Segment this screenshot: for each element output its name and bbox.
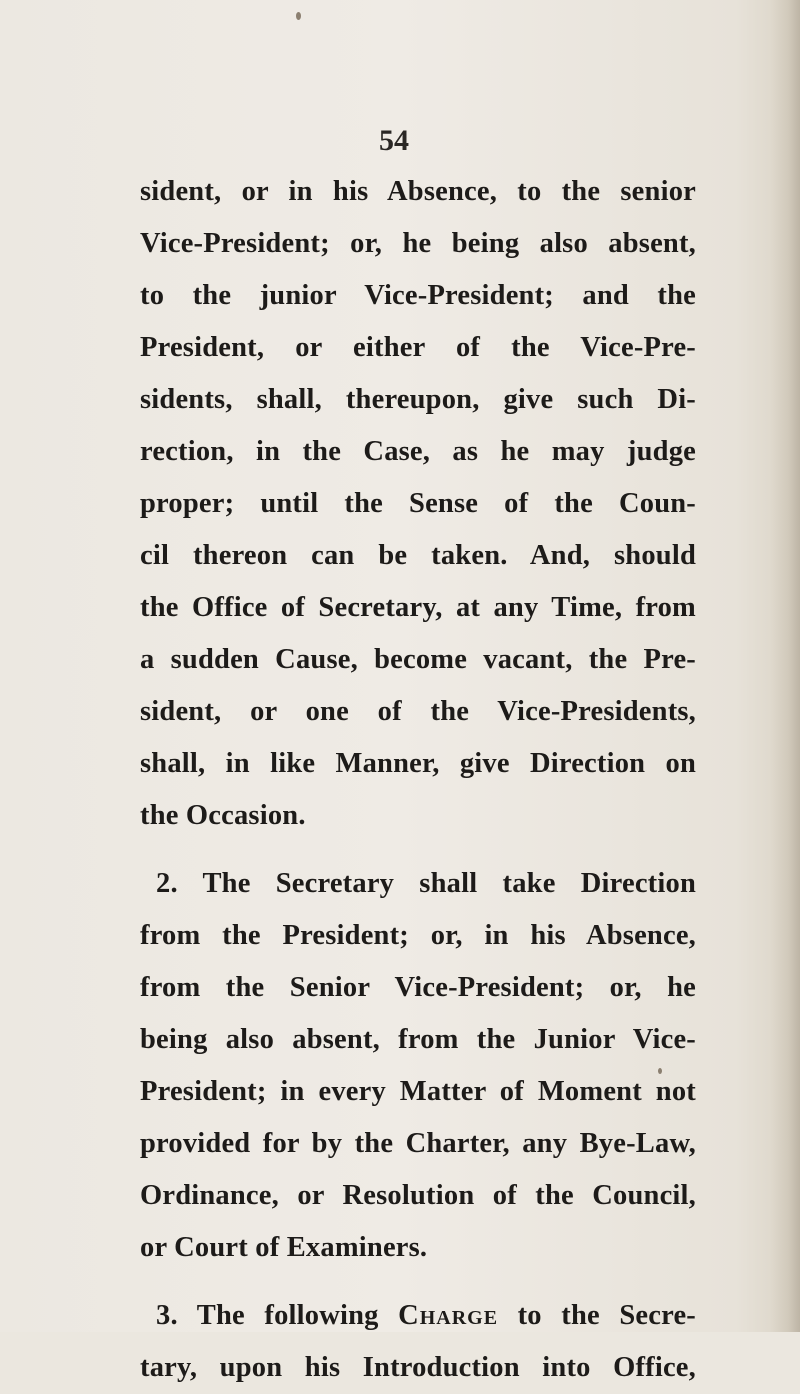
text-line: a sudden Cause, become vacant, the Pre- bbox=[140, 644, 696, 675]
text-line bbox=[140, 1290, 696, 1342]
text-line: rection, in the Case, as he may judge bbox=[140, 436, 696, 467]
text-line: President; in every Matter of Moment not bbox=[140, 1076, 696, 1107]
text-fragment: to the Secre- bbox=[498, 1300, 696, 1331]
text-line: tary, upon his Introduction into Office, bbox=[140, 1352, 696, 1383]
text-line: sidents, shall, thereupon, give such Di- bbox=[140, 384, 696, 415]
ink-speck bbox=[296, 12, 301, 20]
text-line: from the President; or, in his Absence, bbox=[140, 920, 696, 951]
text-line: Vice-President; or, he being also absent, bbox=[140, 228, 696, 259]
text-line: the Office of Secretary, at any Time, from bbox=[140, 592, 696, 623]
paragraph-2 bbox=[140, 858, 696, 1274]
text-line: sident, or in his Absence, to the senior bbox=[140, 176, 696, 207]
text-line: proper; until the Sense of the Coun- bbox=[140, 488, 696, 519]
text-line: provided for by the Charter, any Bye-Law, bbox=[140, 1128, 696, 1159]
text-line: sident, or one of the Vice-Presidents, bbox=[140, 696, 696, 727]
text-line: 2. The Secretary shall take Direction bbox=[156, 868, 696, 899]
paragraph-1 bbox=[140, 166, 696, 842]
text-fragment: 3. The following bbox=[156, 1300, 399, 1331]
text-line: the Occasion. bbox=[140, 800, 306, 831]
page-edge-shadow bbox=[770, 0, 800, 1332]
charge-smallcaps: Charge bbox=[398, 1300, 499, 1331]
text-line: from the Senior Vice-President; or, he bbox=[140, 972, 696, 1003]
text-line: Ordinance, or Resolution of the Council, bbox=[140, 1180, 696, 1211]
text-line: to the junior Vice-President; and the bbox=[140, 280, 696, 311]
text-line: cil thereon can be taken. And, should bbox=[140, 540, 696, 571]
page-number: 54 bbox=[379, 124, 409, 157]
text-line: being also absent, from the Junior Vice- bbox=[140, 1024, 696, 1055]
text-line: shall, in like Manner, give Direction on bbox=[140, 748, 696, 779]
paragraph-3 bbox=[140, 1290, 696, 1394]
text-line: President, or either of the Vice-Pre- bbox=[140, 332, 696, 363]
text-line: or Court of Examiners. bbox=[140, 1232, 428, 1263]
body-text bbox=[140, 166, 696, 1394]
